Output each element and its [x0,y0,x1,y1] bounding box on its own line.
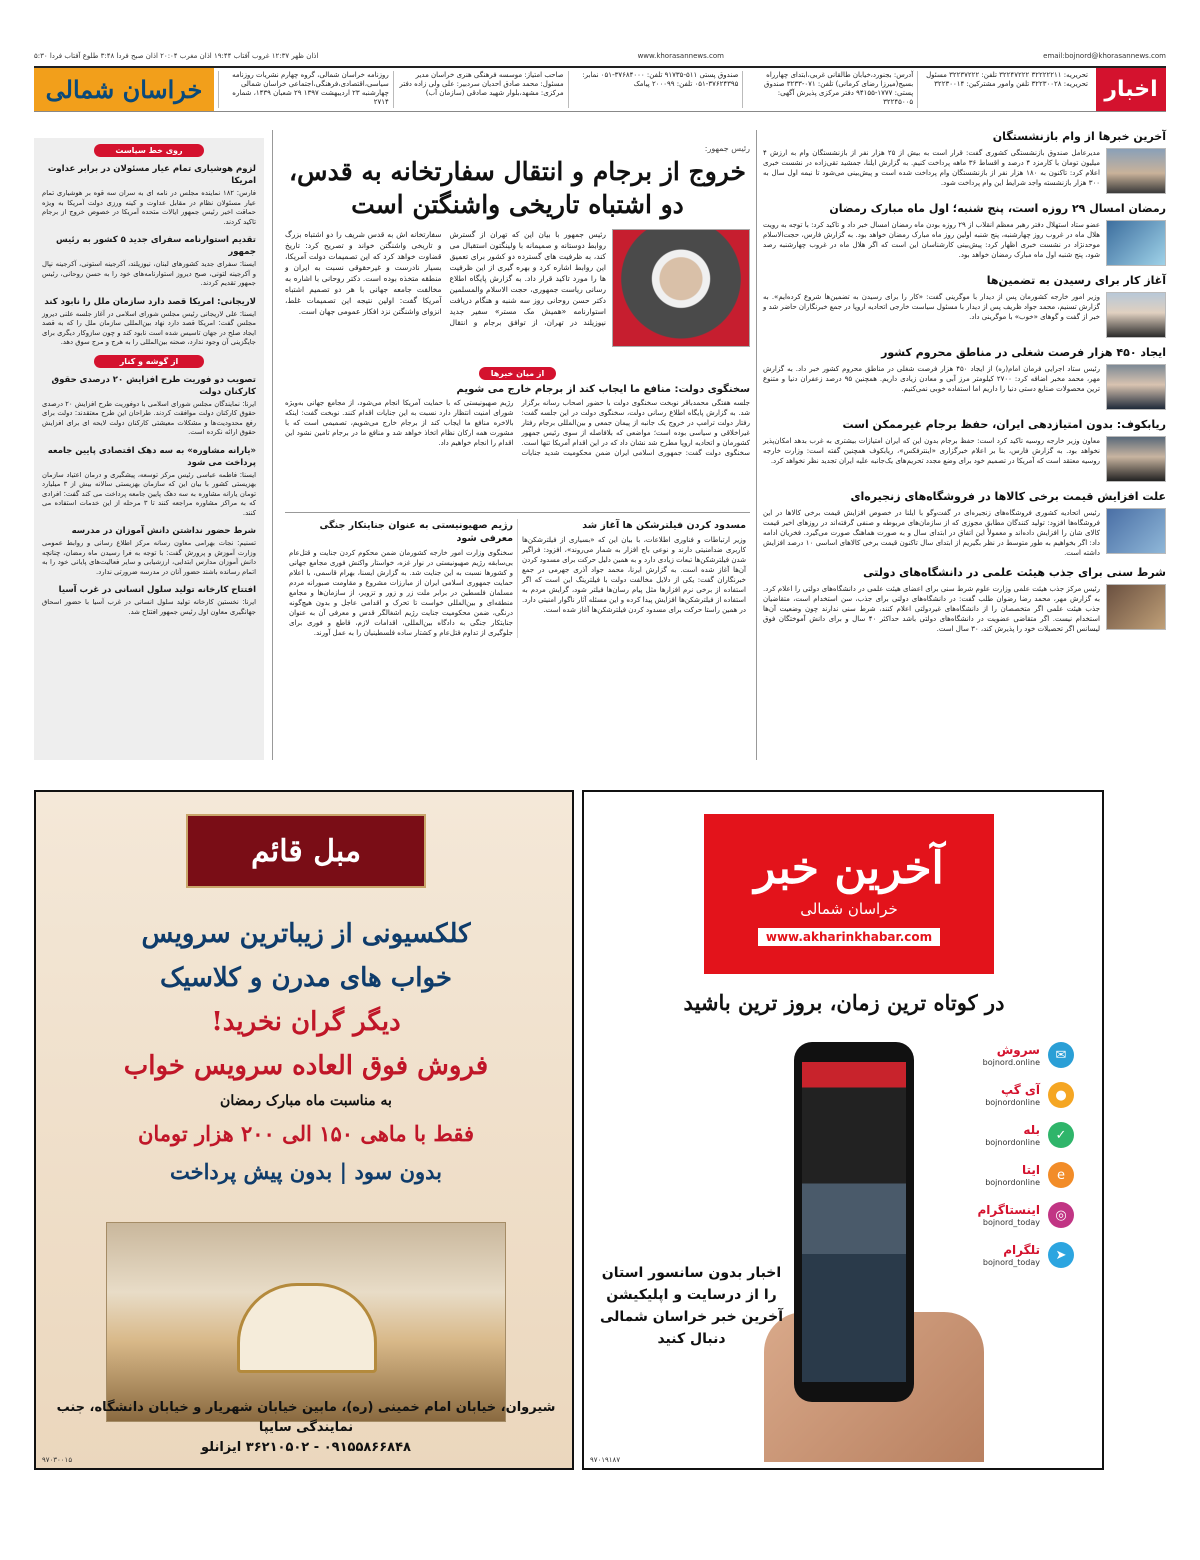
ad-line: فروش فوق العاده سرویس خواب [123,1051,489,1081]
brief-body: ایسنا: علی لاریجانی رئیس مجلس شورای اسلامی در آغاز جلسه علنی دیروز مجلس گفت: امریکا قصد دارد نهاد بین‌المللی سازمان ملل را که به قصد ایجاد صلح در جهان تاسیس شده است نابود کند و چون سازوکار دیگری برای جایگزینی آن وجود ندارد، صحنه بین‌المللی را به هرج و مرج سوق دهد. [42,309,256,346]
news-headline[interactable]: شرط سنی برای جذب هیئت علمی در دانشگاه‌های دولتی [863,566,1166,579]
news-photo [1106,220,1166,266]
furniture-ad[interactable] [34,790,574,1470]
phone-screen [802,1062,906,1382]
news-body: مدیرعامل صندوق بازنشستگی کشوری گفت: قرار است به بیش از ۲۵ هزار نفر از بازنشستگان وام به ارزش ۴ میلیون تومان با کارمزد ۴ درصد و اقساط ۳۶ ماهه پرداخت کنیم. به گزارش ایلنا، جمشید تقی‌زاده در نشست خبری اعلام کرد: تاکنون به ۱۸۰ هزار نفر از بازنشستگان وام پرداخت شده است و پیش‌بینی می‌شود تا نیمه اول سال به ۳۰۰ هزار بازنشسته واجد شرایط این وام پرداخت شود. [763,149,1101,187]
news-photo [1106,148,1166,194]
news-body: عضو ستاد استهلال دفتر رهبر معظم انقلاب از ۲۹ روزه بودن ماه رمضان امسال خبر داد و تاکید کرد: با توجه به رویت هلال ماه در غروب روز چهارشنبه، پنج شنبه اولین روز ماه مبارک رمضان خواهد بود. به گزارش فارس، حجت‌الاسلام موحدنژاد در نشست خبری اظهار کرد: پیش‌بینی کارشناسان این است که اگر هلال ماه در غروب چهارشنبه رصد شود، پنج شنبه اول ماه مبارک رمضان خواهد بود. [763,221,1100,259]
brief-body: ایسنا: فاطمه عباسی رئیس مرکز توسعه، پیشگیری و درمان اعتیاد سازمان بهزیستی کشور با بیان این که سازمان بهزیستی سالانه بیش از ۳ میلیارد تومان یارانه مشاوره به سه دهک پایین جامعه پرداخت می کند گفت: افرادی که به مراکز مشاوره مراجعه کنند تا ۳ مرحله از این خدمات استفاده می کنند. [42,470,256,517]
app-id: bojnord_today [982,1218,1040,1227]
telegram-icon: ➤ [1048,1242,1074,1268]
news-item[interactable] [763,418,1166,482]
brief-headline[interactable]: لاریجانی: امریکا قصد دارد سازمان ملل را نابود کند [44,296,256,307]
app-name: آی گپ [1001,1083,1040,1097]
news-body: رئیس ستاد اجرایی فرمان امام(ره) از ایجاد ۴۵۰ هزار فرصت شغلی در مناطق محروم کشور خبر داد. به گزارش مهر، محمد مخبر اضافه کرد: ۲۷۰۰ کیلومتر مرز آبی و معادن زیادی داریم. همچنین ۹۵ درصد زعفران دنیا و متنوع ترین محصولات صنایع دستی دنیا را داریم اما استفاده خوبی نمی‌کنیم. [763,365,1101,393]
ad-brand-logo [704,814,994,974]
brief-body: فارس: ۱۸۲ نماینده مجلس در نامه ای به سران سه قوه بر هوشیاری تمام عیار مسئولان نظام در مقابل عداوت و کینه ورزی دولت آمریکا به ویژه حماقت اخیر رئیس جمهور ایالات متحده آمریکا در خصوص خروج از برجام تاکید کردند. [42,189,256,226]
news-item[interactable] [763,130,1166,194]
eitaa-icon: e [1048,1162,1074,1188]
news-headline[interactable]: آغاز کار برای رسیدن به تضمین‌ها [986,274,1166,287]
app-id: bojnordonline [985,1138,1040,1147]
ad-contact [56,1398,556,1458]
brief-news-column [34,138,264,760]
brief-body: ایرنا: نمایندگان مجلس شورای اسلامی با دوفوریت طرح افزایش ۲۰ درصدی حقوق کارکنان دولت موافقت کردند. طراحان این طرح معتقدند: دولت برای رفع محدودیت‌ها و مشکلات معیشتی کارکنان دولت لایحه ای برای افزایش حقوق ارائه نکرده است. [42,399,256,436]
news-headline[interactable]: ایجاد ۴۵۰ هزار فرصت شغلی در مناطق محروم کشور [881,346,1166,359]
app-item-soroush[interactable] [914,1042,1074,1068]
brief-item[interactable] [42,445,256,519]
imprint-block: صندوق پستی ۵۱۱-۹۱۷۳۵ تلفن: ۳۷۶۸۴۰۰۰-۰۵۱ نمابر: ۳۷۶۲۴۳۹۵-۰۵۱ تلفن: ۲۰۰۰۹۹ پیامک [568,71,743,108]
news-photo [1106,508,1166,554]
email-link[interactable]: email:bojnord@khorasannews.com [1043,52,1166,60]
bedroom-photo [106,1222,506,1422]
news-item[interactable] [763,490,1166,558]
ad-code: ۹۷۰۱۹۱۸۷ [590,1456,621,1464]
news-item[interactable] [763,274,1166,338]
newspaper-logo [34,68,214,111]
ad-price: فقط با ماهی ۱۵۰ الی ۲۰۰ هزار تومان [137,1121,475,1146]
logo-text: خراسان شمالی [45,75,203,104]
masthead [34,66,1166,112]
app-name: ایتا [1021,1163,1040,1177]
ad-tagline: در کوتاه ترین زمان، بروز ترین باشید [683,990,1005,1015]
app-item-igap[interactable] [914,1082,1074,1108]
ad-line: خواب های مدرن و کلاسیک [160,963,452,993]
right-news-column [763,130,1166,760]
app-id: bojnordonline [985,1178,1040,1187]
news-body: وزیر امور خارجه کشورمان پس از دیدار با موگرینی گفت: «کار را برای رسیدن به تضمین‌ها شروع کرده‌ایم». به گزارش تسنیم، محمد جواد ظریف پس از دیدار با مسئول سیاست خارجی اتحادیه اروپا در جمع خبرنگاران حاضر شد و خبر از گفت و گوهای «خوب» با موگرینی داد. [763,293,1100,321]
news-headline[interactable]: مسدود کردن فیلترشکن ها آغاز شد [582,520,746,531]
news-body: سخنگوی وزارت امور خارجه کشورمان ضمن محکوم کردن جنایت و قتل‌عام بی‌سابقه رژیم صهیونیستی در نوار غزه، خواستار واکنش فوری مجامع جهانی و کشورها نسبت به این جنایت شد. به گزارش ایسنا، بهرام قاسمی، با اعلام حمایت جمهوری اسلامی ایران از مبارزات مشروع و مقاومت صبورانه مردم مسلمان فلسطین در برابر ملت زر و زور و تزویر، از سازمان‌ها و مجامع منطقه‌ای و بین‌المللی خواست تا تحرک و اقدامی عاجل و بدون هیچ‌گونه درنگی، ضمن محکومیت جنایت رژیم اشغالگر قدس و معرفی آن به عنوان جنایتکار جنگی به دادگاه بین‌المللی، اقدامات لازم، قاطع و فوری برای جلوگیری از تداوم قتل‌عام و کشتار ساده فلسطینیان را به عمل آورند. [289,549,513,637]
imprint-block: صاحب امتیاز: موسسه فرهنگی هنری خراسان مدیر مسئول: محمد صادق احدیان سردبیر: علی ولی زاده دفتر مرکزی: مشهد،بلوار شهید صادقی (سازمان آب) [393,71,568,108]
ad-brand: مبل قائم [186,814,426,888]
brief-item[interactable] [42,296,256,348]
section-pill: از میان خبرها [479,367,557,380]
soroush-icon: ✉ [1048,1042,1074,1068]
ad-line: بدون سود | بدون پیش پرداخت [169,1159,443,1184]
ad-brand: آخرین خبر [754,843,944,894]
ad-phone: ۰۹۱۵۵۸۶۶۸۴۸ - ۳۶۲۱۰۵۰۲ ایزانلو [201,1440,411,1455]
brief-item[interactable] [42,584,256,617]
news-body: رئیس اتحادیه کشوری فروشگاه‌های زنجیره‌ای در گفت‌وگو با ایلنا در خصوص افزایش قیمت برخی کالاها در این فروشگاه‌ها افزود: تولید کنندگان مطابق مجوزی که از سازمان‌های مربوطه و صنفی گرفته‌اند در روزهای اخیر قیمت کالای شان را افزایش داده‌اند و معمولاً این اتفاق در ابتدای سال و به صورت هماهنگ صورت می‌گیرد. فخریان ادامه داد: اگر بخواهیم به طور متوسط در نظر بگیریم از ابتدای سال تاکنون قیمت برخی کالاهای اساسی ۱۰ درصد افزایش داشته است. [763,509,1100,557]
app-name: اینستاگرام [977,1203,1040,1217]
ad-address: شیروان، خیابان امام خمینی (ره)، مابین خیابان شهریار و خیابان دانشگاه، جنب نمایندگی سایپا [56,1400,556,1435]
ad-line: به مناسبت ماه مبارک رمضان [220,1093,392,1109]
news-photo [1106,292,1166,338]
news-body: رئیس مرکز جذب هیئت علمی وزارت علوم شرط سنی برای اعضای هیئت علمی در دانشگاه‌های دولتی را اعلام کرد. به گزارش مهر، محمد رضا رضوان طلب گفت: در دانشگاه‌های دولتی برای جذب، سن استخدام است، متقاضیان جذب هیئت علمی اگر متخصصان را از دانشگاه‌های غیردولتی اعلام کنند، شرط سنی ندارند چون وضعیت آن‌ها استخدام نیست. اگر متقاضی عضویت در دانشگاه‌های دولتی باشد حداکثر ۴۰ سال و برای دانش آموختگان فوق لیسانس اگر تحصیلات خود را پذیرش کند، ۳۰ سال است. [763,585,1100,633]
news-item[interactable] [518,519,750,638]
brief-headline[interactable]: «یارانه مشاوره» به سه دهک اقتصادی پایین جامعه پرداخت می شود [47,445,256,468]
app-name: تلگرام [1003,1243,1040,1257]
bed-headboard [237,1283,377,1373]
brief-headline[interactable]: شرط حضور نداشتن دانش آموزان در مدرسه [71,526,256,536]
main-story-column [285,144,750,760]
ad-note: اخبار بدون سانسور استان را از درسایت و اپلیکیشن آخرین خبر خراسان شمالی دنبال کنید [600,1265,783,1347]
app-item-telegram[interactable] [914,1242,1074,1268]
news-body: معاون وزیر خارجه روسیه تاکید کرد است: حفظ برجام بدون این که ایران امتیازات بیشتری به غرب بدهد امکان‌پذیر نخواهد بود. به گزارش فارس، بنا بر اعلام خبرگزاری «اینترفکس»، ریابکوف همچنین گفته است: وزارت خارجه روسیه معتقد است که آمریکا در تصمیم خود برای وضع مجدد تحریم‌های یک‌جانبه علیه ایران تجدید نظر نخواهد کرد. [763,437,1100,465]
news-item[interactable] [763,202,1166,266]
app-item-instagram[interactable] [914,1202,1074,1228]
imprint-block: روزنامه خراسان شمالی، گروه چهارم نشریات روزنامه سیاسی،اقتصادی،فرهنگی،اجتماعی خراسان شمالی چهارشنبه ۲۳ اردیبهشت ۱۳۹۷ ۲۹ شعبان ۱۴۳۹، شماره ۲۷۱۴ [218,71,393,108]
misc-tab: از گوشه و کنار [94,355,204,368]
app-id: bojnordonline [985,1098,1040,1107]
politics-tab: روی خط سیاست [94,144,204,157]
news-headline[interactable]: رژیم صهیونیستی به عنوان جنایتکار جنگی معرفی شود [319,520,513,544]
news-photo [1106,436,1166,482]
brief-item[interactable] [42,234,256,289]
app-item-eitaa[interactable] [914,1162,1074,1188]
news-body: وزیر ارتباطات و فناوری اطلاعات، با بیان این که «بسیاری از فیلترشکن‌ها کاربری ضدامنیتی دارند و نوعی باج افزار به شمار می‌روند»، افزود: فراگیر شدن فیلترشکن‌ها تبعات زیادی دارد و به همین دلیل حرکت برای مسدود کردن آن‌ها آغاز شده است. به گزارش ایرنا، محمد جواد آذری جهرمی در جمع خبرنگاران گفت: یکی از دلایل مخالفت دولت با فیلترینگ این است که اگر استفاده از برخی نرم افزارها مثل پیام رسان‌ها فیلتر شود، گرایش مردم به استفاده از فیلترشکن‌ها افزایش پیدا کرده و این مسئله آثار ناگوار امنیتی دارد. در همین راستا حرکت برای مسدود کردن فیلترشکن‌ها آغاز شده است. [522,536,746,614]
president-photo [612,229,750,347]
main-headline[interactable]: خروج از برجام و انتقال سفارتخانه به قدس، دو اشتباه تاریخی واشنگتن است [288,157,747,219]
news-headline[interactable]: ریابکوف: بدون امتیازدهی ایران، حفظ برجام غیرممکن است [842,418,1166,431]
phone-image [794,1042,914,1402]
app-id: bojnord_today [982,1258,1040,1267]
news-photo [1106,584,1166,630]
imprint [214,68,1096,111]
ad-brand-sub: خراسان شمالی [800,900,898,918]
news-app-ad[interactable] [582,790,1104,1470]
app-name: سروش [996,1043,1040,1057]
app-list [914,1042,1074,1282]
news-item[interactable] [285,519,518,638]
app-item-bale[interactable] [914,1122,1074,1148]
column-divider [756,130,757,760]
column-divider [272,130,273,760]
ad-url[interactable]: www.akharinkhabar.com [758,928,940,946]
brief-body: ایسنا: سفرای جدید کشورهای لبنان، نیوزیلند، آکرجینه استونی، آکرجینه نپال و آکرجینه لتونی، صبح دیروز استوارنامه‌های خود را به حسن روحانی، رئیس جمهور تقدیم کردند. [42,260,256,287]
app-id: bojnord.online [982,1058,1040,1067]
brief-item[interactable] [42,163,256,227]
section-tag: اخبار [1096,68,1166,111]
sub-headline[interactable]: سخنگوی دولت: منافع ما ایجاب کند از برجام خارج می شویم [456,384,750,395]
app-name: بله [1023,1123,1040,1137]
brief-headline[interactable]: تصویب دو فوریت طرح افزایش ۲۰ درصدی حقوق کارکنان دولت [51,374,256,397]
news-headline[interactable]: رمضان امسال ۲۹ روزه است، پنج شنبه؛ اول ماه مبارک رمضان [829,202,1166,215]
headline-kicker: رئیس جمهور: [704,144,750,153]
brief-headline[interactable]: لزوم هوشیاری تمام عیار مسئولان در برابر عداوت امریکا [47,164,256,186]
imprint-block: آدرس: بجنورد،خیابان طالقانی غربی،ابتدای چهارراه بسیج(میرزا رضای کرمانی) تلفن: ۰۷۱-۳۲۳۳ صندوق پستی: ۱۷۷۷-۹۴۱۵۵ دفتر مرکزی پذیرش آگهی: ۳۲۲۴۵۰۰۵ [742,71,917,108]
main-story-body: رئیس جمهور با بیان این که تهران از گسترش روابط دوستانه و صمیمانه با ولینگتون استقبال می کند، به ظرفیت های گسترده دو کشور برای تعمیق این روابط اشاره کرد و بهره گیری از این ظرفیت ها را مورد تاکید قرار داد. به گزارش پایگاه اطلاع رسانی ریاست جمهوری، حجت الاسلام والمسلمین دکتر حسن روحانی روز سه شنبه و هنگام دریافت استوارنامه «همیش مک مستر» سفیر جدید نیوزیلند در تهران، از توافق برجام و انتقال سفارتخانه اش به قدس شریف را دو اشتباه بزرگ و تاریخی واشنگتن خواند و تصریح کرد: تاریخ قضاوت خواهد کرد که این تصمیمات دولت آمریکا، بسیار نادرست و غیرحقوقی نسبت به ایران و منطقه متخذه بوده است. دکتر روحانی با اشاره به مخالفت جامعه جهانی با هر دو تصمیم اشتباه آمریکا گفت: اولین نتیجه این تصمیمات غلط، انزوای واشنگتن نزد افکار عمومی جهان است. [285,230,606,327]
instagram-icon: ◎ [1048,1202,1074,1228]
prayer-times: اذان ظهر ۱۲:۳۷ غروب آفتاب ۱۹:۴۴ اذان مغرب ۲۰:۰۴ اذان صبح فردا ۳:۴۸ طلوع آفتاب فردا ۵:۳۰ [34,52,319,60]
top-info-line [34,52,1166,64]
news-item[interactable] [763,346,1166,410]
bale-icon: ✓ [1048,1122,1074,1148]
news-item[interactable] [763,566,1166,634]
igap-icon: ● [1048,1082,1074,1108]
brief-body: ایرنا: نخستین کارخانه تولید سلول انسانی در غرب آسیا با حضور اسحاق جهانگیری معاون اول رئیس جمهور افتتاح شد. [42,598,256,616]
brief-item[interactable] [42,525,256,577]
website-link[interactable]: www.khorasannews.com [637,52,724,60]
brief-item[interactable] [42,374,256,438]
ad-line: دیگر گران نخرید! [211,1007,401,1037]
brief-headline[interactable]: تقدیم استوارنامه سفرای جدید ۵ کشور به رئیس جمهور [55,235,256,257]
ad-copy [56,912,556,1190]
imprint-block: تحریریه: ۳۲۲۲۲۲۱۱ ۳۲۲۴۷۲۲۲ تلفن: ۳۲۲۳۷۲۲۲ مسئول تحریریه: ۳۲۲۳۰۰۲۸ تلفن وامور مشترکین: ۳۲۲۳۰۰۱۴ [917,71,1092,108]
news-headline[interactable]: آخرین خبرها از وام بازنشستگان [992,130,1166,143]
ad-code: ۹۷۰۳۰۰۱۵ [42,1456,73,1464]
sub-story-body: جلسه هفتگی محمدباقر نوبخت سخنگوی دولت با حضور اصحاب رسانه برگزار شد. به گزارش پایگاه اطلاع رسانی دولت، سخنگوی دولت در این جلسه گفت: رفتار دولت ترامپ در خروج یک جانبه از پیمان جمعی و بین‌المللی برجام رفتار غیراخلاقی و سیاسی بوده است؛ مواضعی که بلافاصله از سوی رئیس جمهور کشورمان و اتحادیه اروپا مطرح شد نشان داد که در این اقدام آمریکا تنها است. سخنگوی دولت گفت: جمهوری اسلامی ایران ضمن محکومیت شدید جنایات رژیم صهیونیستی که با حمایت آمریکا انجام می‌شود، از مجامع جهانی به‌ویژه شورای امنیت انتظار دارد نسبت به این جنایات اقدام کنند. نوبخت گفت: اینکه بالاخره منافع ما ایجاب کند از برجام خارج می‌شویم، تصمیمی است که با مشورت همه ارکان نظام اتخاذ خواهد شد و منافع ما در برجام تامین نشود این اقدام را انجام خواهیم داد. [285,399,750,457]
brief-body: تسنیم: نجات بهرامی معاون رسانه مرکز اطلاع رسانی و روابط عمومی وزارت آموزش و پرورش گفت: با توجه به فرا رسیدن ماه رمضان، چنانچه دانش آموزان مدارس ابتدایی، ارزشیابی و سایر فعالیت‌های پایانی خود را به اتمام رسانده باشند حضور آنان در مدرسه ضرورتی ندارد. [42,539,256,576]
ad-line: کلکسیونی از زیباترین سرویس [141,919,471,949]
brief-headline[interactable]: افتتاح کارخانه تولید سلول انسانی در غرب آسیا [58,585,256,595]
news-photo [1106,364,1166,410]
news-headline[interactable]: علت افزایش قیمت برخی کالاها در فروشگاه‌های زنجیره‌ای [850,490,1166,503]
